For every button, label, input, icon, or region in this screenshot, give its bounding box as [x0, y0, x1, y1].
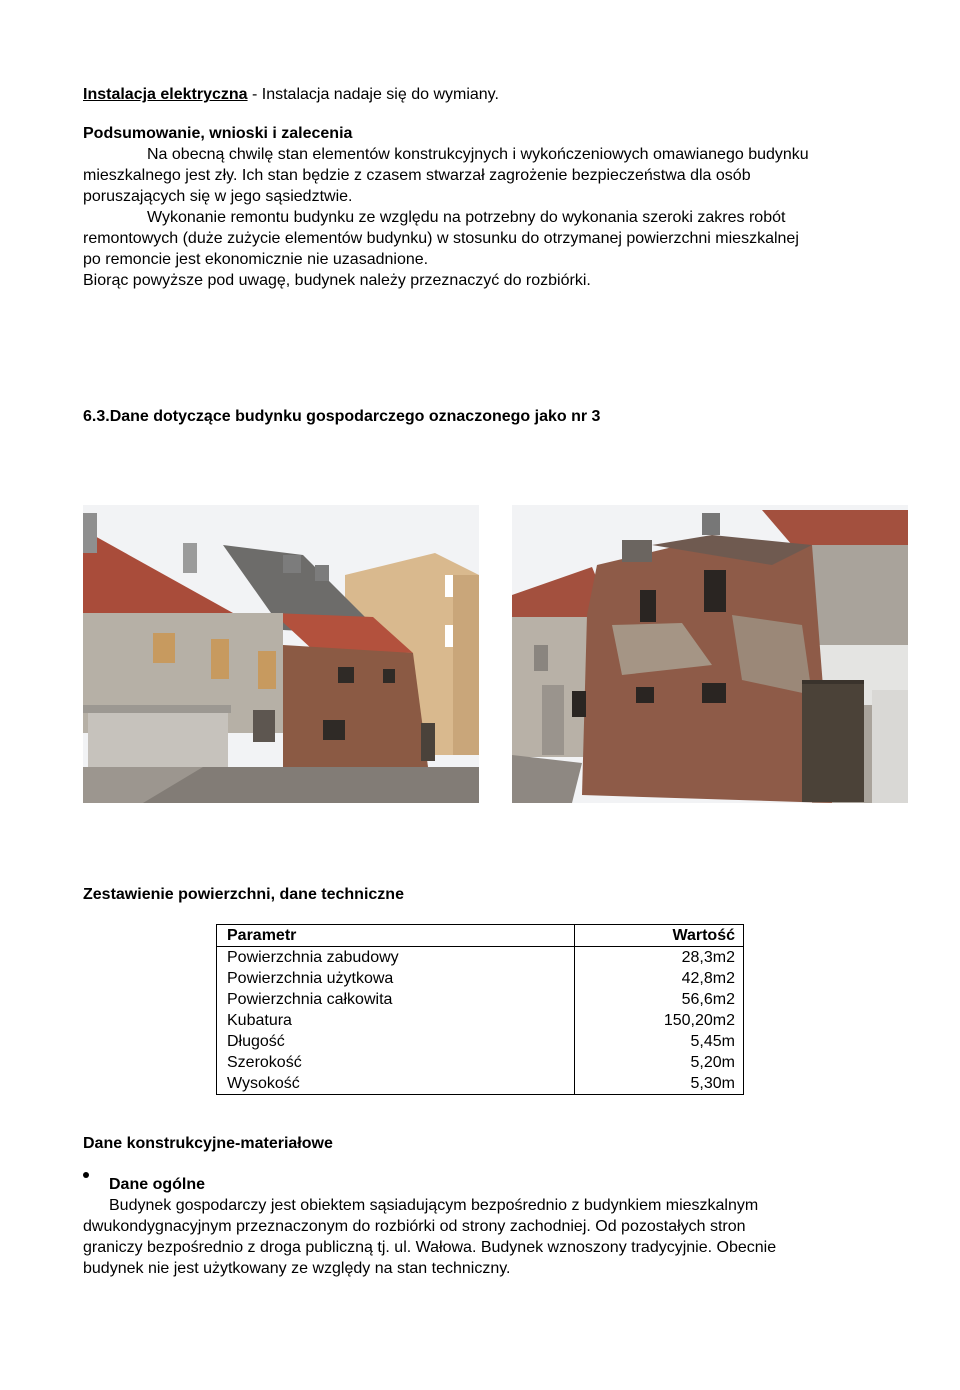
param-cell: Szerokość	[217, 1052, 575, 1073]
param-cell: Powierzchnia całkowita	[217, 989, 575, 1010]
col-param-header: Parametr	[217, 925, 575, 947]
summary-p1-l3: poruszających się w jego sąsiedztwie.	[83, 188, 353, 205]
building-photo-left	[83, 505, 479, 803]
electrical-label: Instalacja elektryczna	[83, 86, 248, 103]
construction-line-4: budynek nie jest użytkowany ze względy na stan techniczny.	[83, 1260, 511, 1277]
parameters-table	[216, 924, 744, 1095]
construction-line-2: dwukondygnacyjnym przeznaczonym do rozbiórki od strony zachodniej. Od pozostałych stron	[83, 1218, 746, 1235]
param-cell: Wysokość	[217, 1073, 575, 1095]
value-cell: 5,20m	[690, 1054, 735, 1071]
section-63-heading: 6.3.Dane dotyczące budynku gospodarczego oznaczonego jako nr 3	[83, 408, 601, 425]
table-row	[217, 1052, 744, 1073]
summary-p2-l1: Wykonanie remontu budynku ze względu na potrzebny do wykonania szeroki zakres robót	[147, 209, 786, 226]
summary-p1-l1: Na obecną chwilę stan elementów konstrukcyjnych i wykończeniowych omawianego budynku	[147, 146, 809, 163]
summary-p1-l2: mieszkalnego jest zły. Ich stan będzie z czasem stwarzał zagrożenie bezpieczeństwa dla osób	[83, 167, 751, 184]
table-header-row	[217, 925, 744, 947]
table-row	[217, 968, 744, 989]
construction-heading: Dane konstrukcyjne-materiałowe	[83, 1135, 333, 1152]
electrical-text: - Instalacja nadaje się do wymiany.	[247, 86, 499, 103]
electrical-line	[83, 84, 499, 105]
value-cell: 5,30m	[690, 1075, 735, 1092]
table-row	[217, 1073, 744, 1095]
value-cell: 28,3m2	[681, 949, 735, 966]
param-cell: Długość	[217, 1031, 575, 1052]
value-cell: 42,8m2	[681, 970, 735, 987]
table-row	[217, 947, 744, 969]
param-cell: Powierzchnia zabudowy	[217, 947, 575, 969]
bullet-icon	[83, 1172, 89, 1178]
param-cell: Kubatura	[217, 1010, 575, 1031]
summary-p3: Biorąc powyższe pod uwagę, budynek należy przeznaczyć do rozbiórki.	[83, 272, 591, 289]
summary-heading: Podsumowanie, wnioski i zalecenia	[83, 125, 353, 142]
param-cell: Powierzchnia użytkowa	[217, 968, 575, 989]
value-cell: 56,6m2	[681, 991, 735, 1008]
summary-p2-l2: remontowych (duże zużycie elementów budynku) w stosunku do otrzymanej powierzchni mieszkalnej	[83, 230, 799, 247]
col-value-header: Wartość	[574, 925, 743, 947]
construction-line-1: Budynek gospodarczy jest obiektem sąsiadującym bezpośrednio z budynkiem mieszkalnym	[109, 1197, 759, 1214]
summary-p2-l3: po remoncie jest ekonomicznie nie uzasadnione.	[83, 251, 429, 268]
table-row	[217, 989, 744, 1010]
value-cell: 150,20m2	[663, 1012, 735, 1029]
construction-line-3: graniczy bezpośrednio z droga publiczną tj. ul. Wałowa. Budynek wznoszony tradycyjnie. Obecnie	[83, 1239, 777, 1256]
table-row	[217, 1031, 744, 1052]
table-row	[217, 1010, 744, 1031]
building-photo-right	[512, 505, 908, 803]
general-data-heading: Dane ogólne	[109, 1176, 206, 1193]
surfaces-heading: Zestawienie powierzchni, dane techniczne	[83, 886, 404, 903]
value-cell: 5,45m	[690, 1033, 735, 1050]
